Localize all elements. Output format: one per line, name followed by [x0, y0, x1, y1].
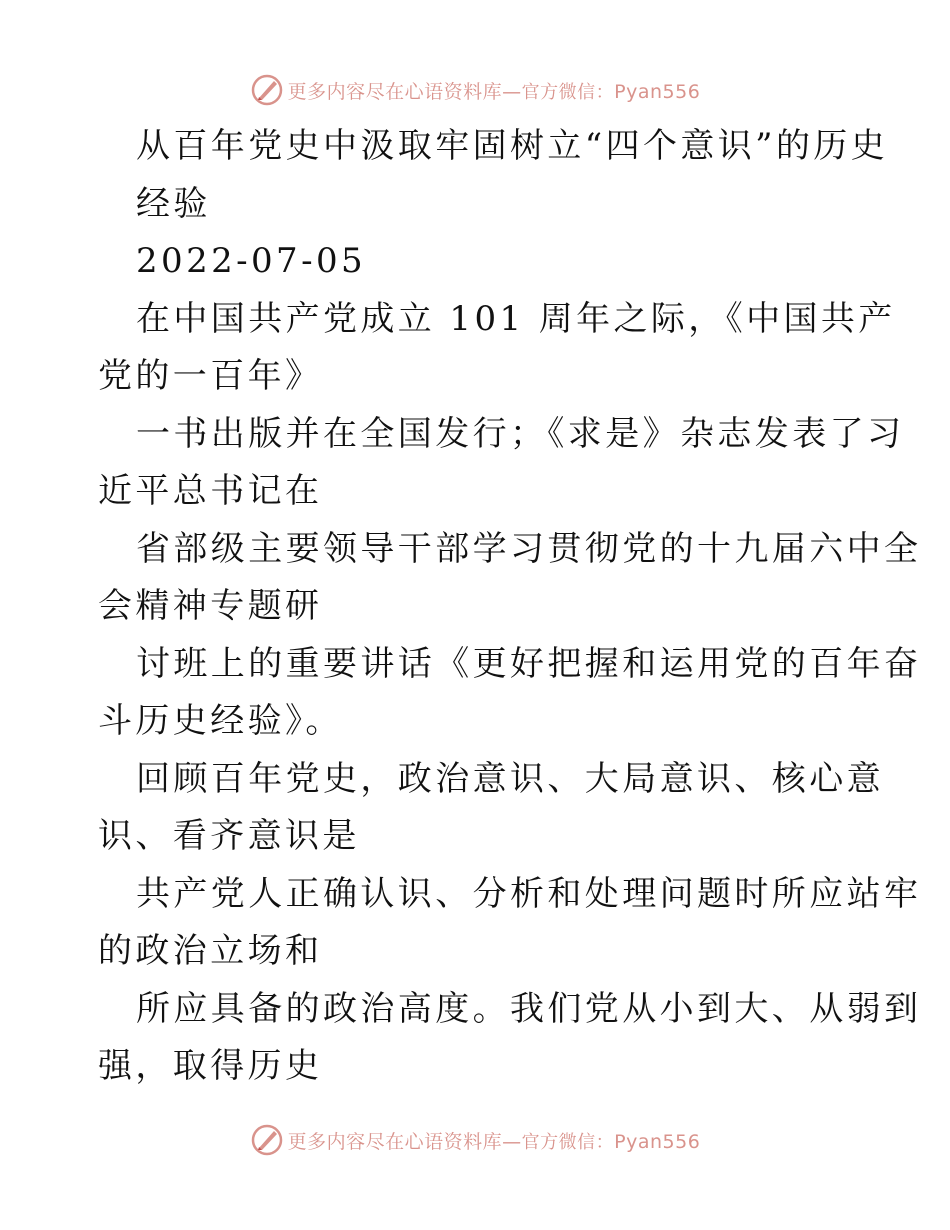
watermark-brand: 更多内容尽在心语资料库: [287, 80, 503, 103]
quill-pen-logo-icon: [250, 73, 284, 107]
watermark-official: 官方微信：: [521, 81, 615, 103]
header-watermark: [0, 70, 950, 110]
document-body: [98, 118, 922, 1096]
watermark-separator: —: [502, 1130, 522, 1153]
watermark-brand: 更多内容尽在心语资料库: [287, 1130, 503, 1153]
paragraph-line: 共产党人正确认识、分析和处理问题时所应站牢: [136, 873, 922, 914]
watermark-wechat-id: Pyan556: [614, 1130, 701, 1153]
watermark-separator: —: [502, 80, 522, 103]
watermark-text: [288, 1127, 701, 1154]
watermark-official: 官方微信：: [521, 1131, 615, 1153]
title-line-2: 经验: [136, 183, 211, 224]
paragraph-line: 斗历史经验》。: [98, 701, 343, 741]
date-line: 2022-07-05: [136, 241, 367, 281]
footer-watermark: [0, 1120, 950, 1160]
watermark-text: [288, 77, 701, 104]
paragraph-line: 一书出版并在全国发行；《求是》杂志发表了习: [136, 413, 905, 454]
paragraph-line: 识、看齐意识是: [98, 816, 360, 856]
paragraph-line: 强，取得历史: [98, 1046, 323, 1086]
quill-pen-logo-icon: [250, 1123, 284, 1157]
paragraph-line: 省部级主要领导干部学习贯彻党的十九届六中全: [136, 528, 922, 569]
watermark-wechat-id: Pyan556: [614, 80, 701, 103]
paragraph-line: 会精神专题研: [98, 586, 323, 626]
paragraph-line: 所应具备的政治高度。我们党从小到大、从弱到: [136, 988, 922, 1029]
paragraph-line: 讨班上的重要讲话《更好把握和运用党的百年奋: [136, 643, 922, 684]
paragraph-line: 的政治立场和: [98, 931, 323, 971]
paragraph-line: 回顾百年党史，政治意识、大局意识、核心意: [136, 758, 884, 799]
paragraph-line: 近平总书记在: [98, 471, 323, 511]
paragraph-line: 在中国共产党成立 101 周年之际，《中国共产: [136, 298, 896, 339]
paragraph-line: 党的一百年》: [98, 356, 323, 396]
title-line-1: 从百年党史中汲取牢固树立“四个意识”的历史: [136, 126, 889, 166]
